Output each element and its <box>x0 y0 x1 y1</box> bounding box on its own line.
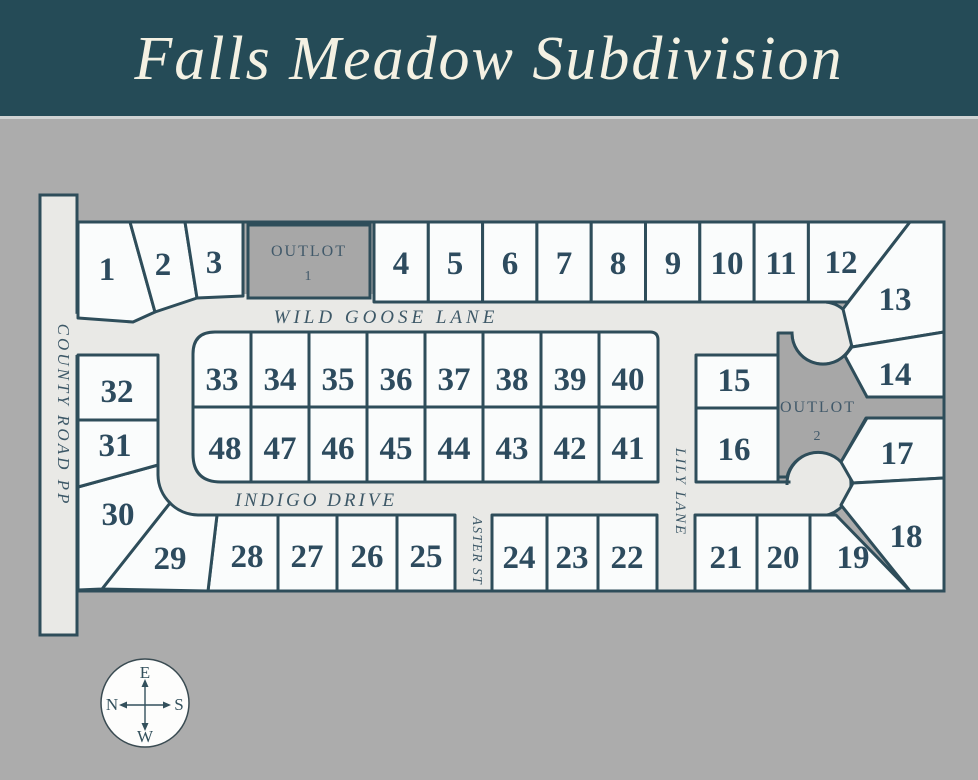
lot-number: 5 <box>446 246 464 282</box>
header-separator <box>0 116 978 119</box>
road-patch <box>788 303 826 332</box>
lot-number: 19 <box>836 540 870 576</box>
lot-number: 28 <box>230 539 264 575</box>
street-label-indigo-drive: INDIGO DRIVE <box>234 490 398 511</box>
lot-number: 26 <box>350 539 384 575</box>
lot-number: 18 <box>889 519 923 555</box>
compass-letter-left: N <box>105 695 119 714</box>
lot-number: 12 <box>824 245 858 281</box>
road-patch <box>785 485 823 514</box>
lot-number: 29 <box>153 541 187 577</box>
street-label-lily-lane: LILY LANE <box>672 447 688 537</box>
compass-letter-top: E <box>139 663 151 682</box>
lot-number: 4 <box>392 246 410 282</box>
lot-number: 30 <box>101 497 135 533</box>
lot-number: 42 <box>553 431 587 467</box>
compass-letter-right: S <box>174 695 184 714</box>
lot-number: 11 <box>765 246 797 282</box>
lot-number: 21 <box>709 540 743 576</box>
lot-number: 22 <box>610 540 644 576</box>
lot-number: 44 <box>437 431 471 467</box>
lot-number: 10 <box>710 246 744 282</box>
lot-number: 45 <box>379 431 413 467</box>
outlot-1-parcel <box>248 225 370 298</box>
lot-number: 24 <box>502 540 536 576</box>
lot-number: 17 <box>880 436 914 472</box>
lot-number: 37 <box>437 362 471 398</box>
lot-number: 48 <box>208 431 242 467</box>
lot-number: 35 <box>321 362 355 398</box>
lot-number: 33 <box>205 362 239 398</box>
outlot-1-label: OUTLOT <box>271 243 347 260</box>
lot-number: 20 <box>766 540 800 576</box>
lot-number: 27 <box>290 539 324 575</box>
lot-number: 2 <box>154 247 172 283</box>
compass-rose <box>101 659 189 747</box>
lot-number: 3 <box>205 245 223 281</box>
lot-number: 8 <box>609 246 627 282</box>
lot-number: 23 <box>555 540 589 576</box>
lot-number: 39 <box>553 362 587 398</box>
lot-number: 6 <box>501 246 519 282</box>
lot-number: 31 <box>98 428 132 464</box>
street-label-county-road-pp: COUNTY ROAD PP <box>54 323 73 507</box>
outlot-2-number: 2 <box>813 429 823 444</box>
lot-number: 7 <box>555 246 573 282</box>
lot-number: 38 <box>495 362 529 398</box>
lot-number: 1 <box>98 252 116 288</box>
lot-number: 13 <box>878 282 912 318</box>
lot-number: 40 <box>611 362 645 398</box>
header <box>0 0 978 119</box>
lot-number: 32 <box>100 374 134 410</box>
lot-number: 34 <box>263 362 297 398</box>
lot-number: 14 <box>878 357 912 393</box>
street-label-aster-st: ASTER ST <box>470 516 485 586</box>
street-label-wild-goose-lane: WILD GOOSE LANE <box>273 307 499 328</box>
outlot-2-label: OUTLOT <box>780 399 856 416</box>
lot-number: 43 <box>495 431 529 467</box>
lot-number: 16 <box>717 432 751 468</box>
page-title: Falls Meadow Subdivision <box>134 25 844 93</box>
lot-number: 9 <box>664 246 682 282</box>
compass-letter-bottom: W <box>136 727 154 746</box>
outlot-1-number: 1 <box>304 269 314 284</box>
lot-number: 36 <box>379 362 413 398</box>
lot-number: 47 <box>263 431 297 467</box>
lot-number: 15 <box>717 363 751 399</box>
lot-number: 25 <box>409 539 443 575</box>
lot-number: 41 <box>611 431 645 467</box>
lot-number: 46 <box>321 431 355 467</box>
